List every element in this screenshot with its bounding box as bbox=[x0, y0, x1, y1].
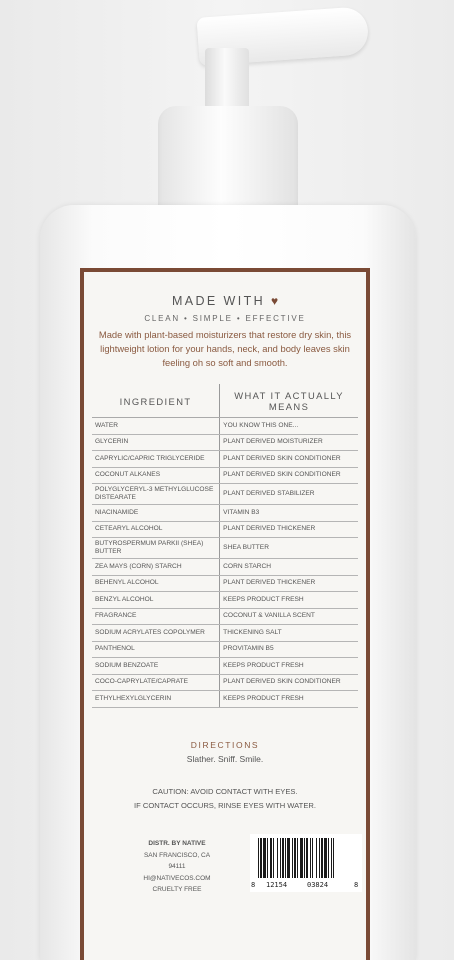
ingredient-meaning: PLANT DERIVED SKIN CONDITIONER bbox=[220, 451, 358, 468]
table-row bbox=[92, 451, 358, 468]
distributor-line: CRUELTY FREE bbox=[152, 886, 202, 893]
ingredient-meaning: THICKENING SALT bbox=[220, 625, 358, 642]
ingredient-name: COCONUT ALKANES bbox=[92, 467, 220, 484]
tagline: CLEAN • SIMPLE • EFFECTIVE bbox=[144, 314, 306, 323]
ingredient-meaning: SHEA BUTTER bbox=[220, 538, 358, 559]
ingredient-name: PANTHENOL bbox=[92, 641, 220, 658]
ingredient-meaning: PLANT DERIVED MOISTURIZER bbox=[220, 434, 358, 451]
ingredient-name: CAPRYLIC/CAPRIC TRIGLYCERIDE bbox=[92, 451, 220, 468]
ingredient-name: NIACINAMIDE bbox=[92, 505, 220, 522]
made-with-heading bbox=[84, 294, 366, 308]
ingredient-name: POLYGLYCERYL-3 METHYLGLUCOSE DISTEARATE bbox=[92, 484, 220, 505]
barcode-digits-right: 03824 bbox=[307, 881, 329, 889]
table-row bbox=[92, 467, 358, 484]
table-row bbox=[92, 625, 358, 642]
table-row bbox=[92, 592, 358, 609]
barcode bbox=[250, 834, 362, 892]
table-row bbox=[92, 559, 358, 576]
table-row bbox=[92, 641, 358, 658]
ingredient-meaning: KEEPS PRODUCT FRESH bbox=[220, 658, 358, 675]
ingredient-meaning: VITAMIN B3 bbox=[220, 505, 358, 522]
ingredient-meaning: KEEPS PRODUCT FRESH bbox=[220, 592, 358, 609]
table-header-row bbox=[92, 384, 358, 418]
table-row bbox=[92, 691, 358, 708]
ingredient-name: SODIUM ACRYLATES COPOLYMER bbox=[92, 625, 220, 642]
ingredient-name: ZEA MAYS (CORN) STARCH bbox=[92, 559, 220, 576]
caution-line-2: IF CONTACT OCCURS, RINSE EYES WITH WATER. bbox=[134, 801, 316, 810]
barcode-digits-left: 12154 bbox=[266, 881, 288, 889]
distributor-line: DISTR. BY NATIVE bbox=[148, 840, 206, 847]
directions-title: DIRECTIONS bbox=[190, 740, 260, 750]
ingredient-meaning: PLANT DERIVED SKIN CONDITIONER bbox=[220, 467, 358, 484]
pump-collar bbox=[158, 106, 298, 216]
table-row bbox=[92, 575, 358, 592]
barcode-bars-icon bbox=[250, 834, 362, 880]
ingredient-name: SODIUM BENZOATE bbox=[92, 658, 220, 675]
product-description: Made with plant-based moisturizers that restore dry skin, this lightweight lotion for your hands, neck, and body leaves skin feeling oh so soft and smooth. bbox=[98, 329, 352, 368]
ingredient-name: WATER bbox=[92, 418, 220, 435]
distributor-line: HI@NATIVECOS.COM bbox=[143, 874, 211, 882]
ingredient-meaning: PLANT DERIVED SKIN CONDITIONER bbox=[220, 674, 358, 691]
ingredient-name: BUTYROSPERMUM PARKII (SHEA) BUTTER bbox=[92, 538, 220, 559]
made-with-text: MADE WITH bbox=[171, 294, 266, 308]
table-row bbox=[92, 674, 358, 691]
ingredient-name: BENZYL ALCOHOL bbox=[92, 592, 220, 609]
table-row bbox=[92, 418, 358, 435]
ingredient-meaning: YOU KNOW THIS ONE... bbox=[220, 418, 358, 435]
distributor-info bbox=[142, 838, 212, 896]
ingredient-name: BEHENYL ALCOHOL bbox=[92, 575, 220, 592]
ingredient-meaning: COCONUT & VANILLA SCENT bbox=[220, 608, 358, 625]
ingredient-meaning: PLANT DERIVED STABILIZER bbox=[220, 484, 358, 505]
table-row bbox=[92, 521, 358, 538]
table-row bbox=[92, 538, 358, 559]
ingredient-name: CETEARYL ALCOHOL bbox=[92, 521, 220, 538]
barcode-digit-check: 8 bbox=[354, 881, 359, 889]
table-row bbox=[92, 505, 358, 522]
directions-text: Slather. Sniff. Smile. bbox=[186, 754, 264, 764]
caution-line-1: CAUTION: AVOID CONTACT WITH EYES. bbox=[152, 787, 298, 796]
ingredient-table bbox=[92, 384, 358, 708]
ingredient-name: ETHYLHEXYLGLYCERIN bbox=[92, 691, 220, 708]
ingredient-header: INGREDIENT bbox=[92, 384, 220, 418]
barcode-digit-first: 8 bbox=[251, 881, 256, 889]
ingredient-meaning: PLANT DERIVED THICKENER bbox=[220, 521, 358, 538]
ingredient-meaning: PLANT DERIVED THICKENER bbox=[220, 575, 358, 592]
table-row bbox=[92, 434, 358, 451]
table-row bbox=[92, 484, 358, 505]
heart-icon: ♥ bbox=[270, 294, 279, 308]
ingredient-meaning: KEEPS PRODUCT FRESH bbox=[220, 691, 358, 708]
ingredient-meaning: CORN STARCH bbox=[220, 559, 358, 576]
table-row bbox=[92, 608, 358, 625]
ingredient-name: COCO-CAPRYLATE/CAPRATE bbox=[92, 674, 220, 691]
ingredient-name: GLYCERIN bbox=[92, 434, 220, 451]
meaning-header: WHAT IT ACTUALLY MEANS bbox=[220, 384, 358, 418]
ingredient-name: FRAGRANCE bbox=[92, 608, 220, 625]
product-label bbox=[80, 268, 370, 960]
table-row bbox=[92, 658, 358, 675]
ingredient-meaning: PROVITAMIN B5 bbox=[220, 641, 358, 658]
distributor-line: SAN FRANCISCO, CA 94111 bbox=[143, 851, 211, 870]
